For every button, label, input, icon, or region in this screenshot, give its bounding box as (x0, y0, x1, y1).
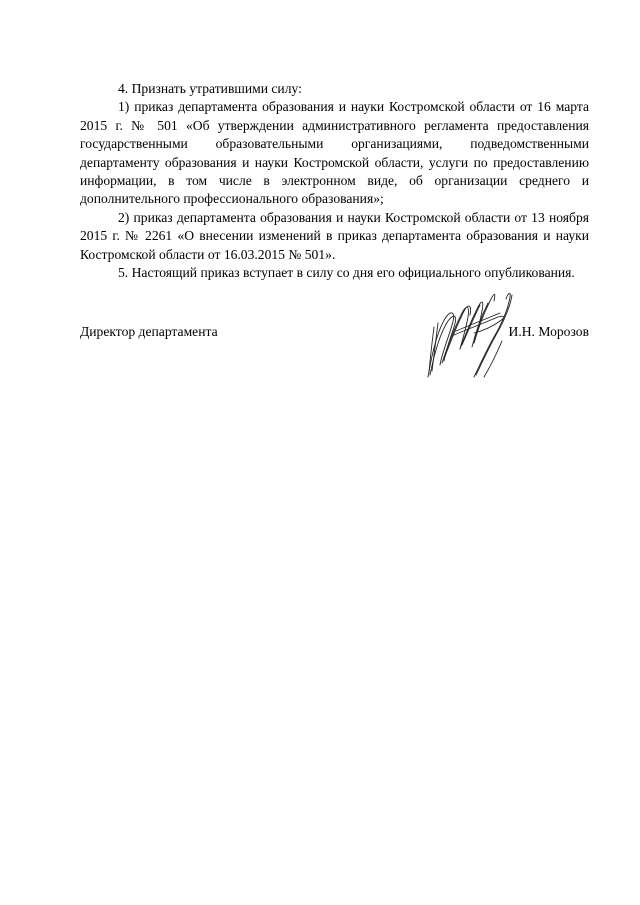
paragraph-item-5: 5. Настоящий приказ вступает в силу со дня его официального опубликования. (118, 265, 575, 281)
signatory-name: И.Н. Морозов (508, 324, 589, 339)
document-body (80, 80, 589, 282)
signature-block (80, 319, 589, 409)
paragraph-subitem-2: 2) приказ департамента образования и науки Костромской области от 13 ноября 2015 г. № 2261 «О внесении изменений в приказ департамента образования и науки Костромской области от 16.03.2015 № 501». (80, 209, 589, 262)
signatory-position: Директор департамента (80, 324, 218, 339)
paragraph-subitem-1: 1) приказ департамента образования и науки Костромской области от 16 марта 2015 г. № 501 «Об утверждении административного регламента предоставления государственными образовательными организациями, подведомственными департаменту образования и науки Костромской области, услуги по предоставлению информации, в том числе в электронном виде, об организации среднего и дополнительного профессионального образования»; (80, 99, 589, 207)
paragraph-item-4: 4. Признать утратившими силу: (118, 81, 302, 96)
